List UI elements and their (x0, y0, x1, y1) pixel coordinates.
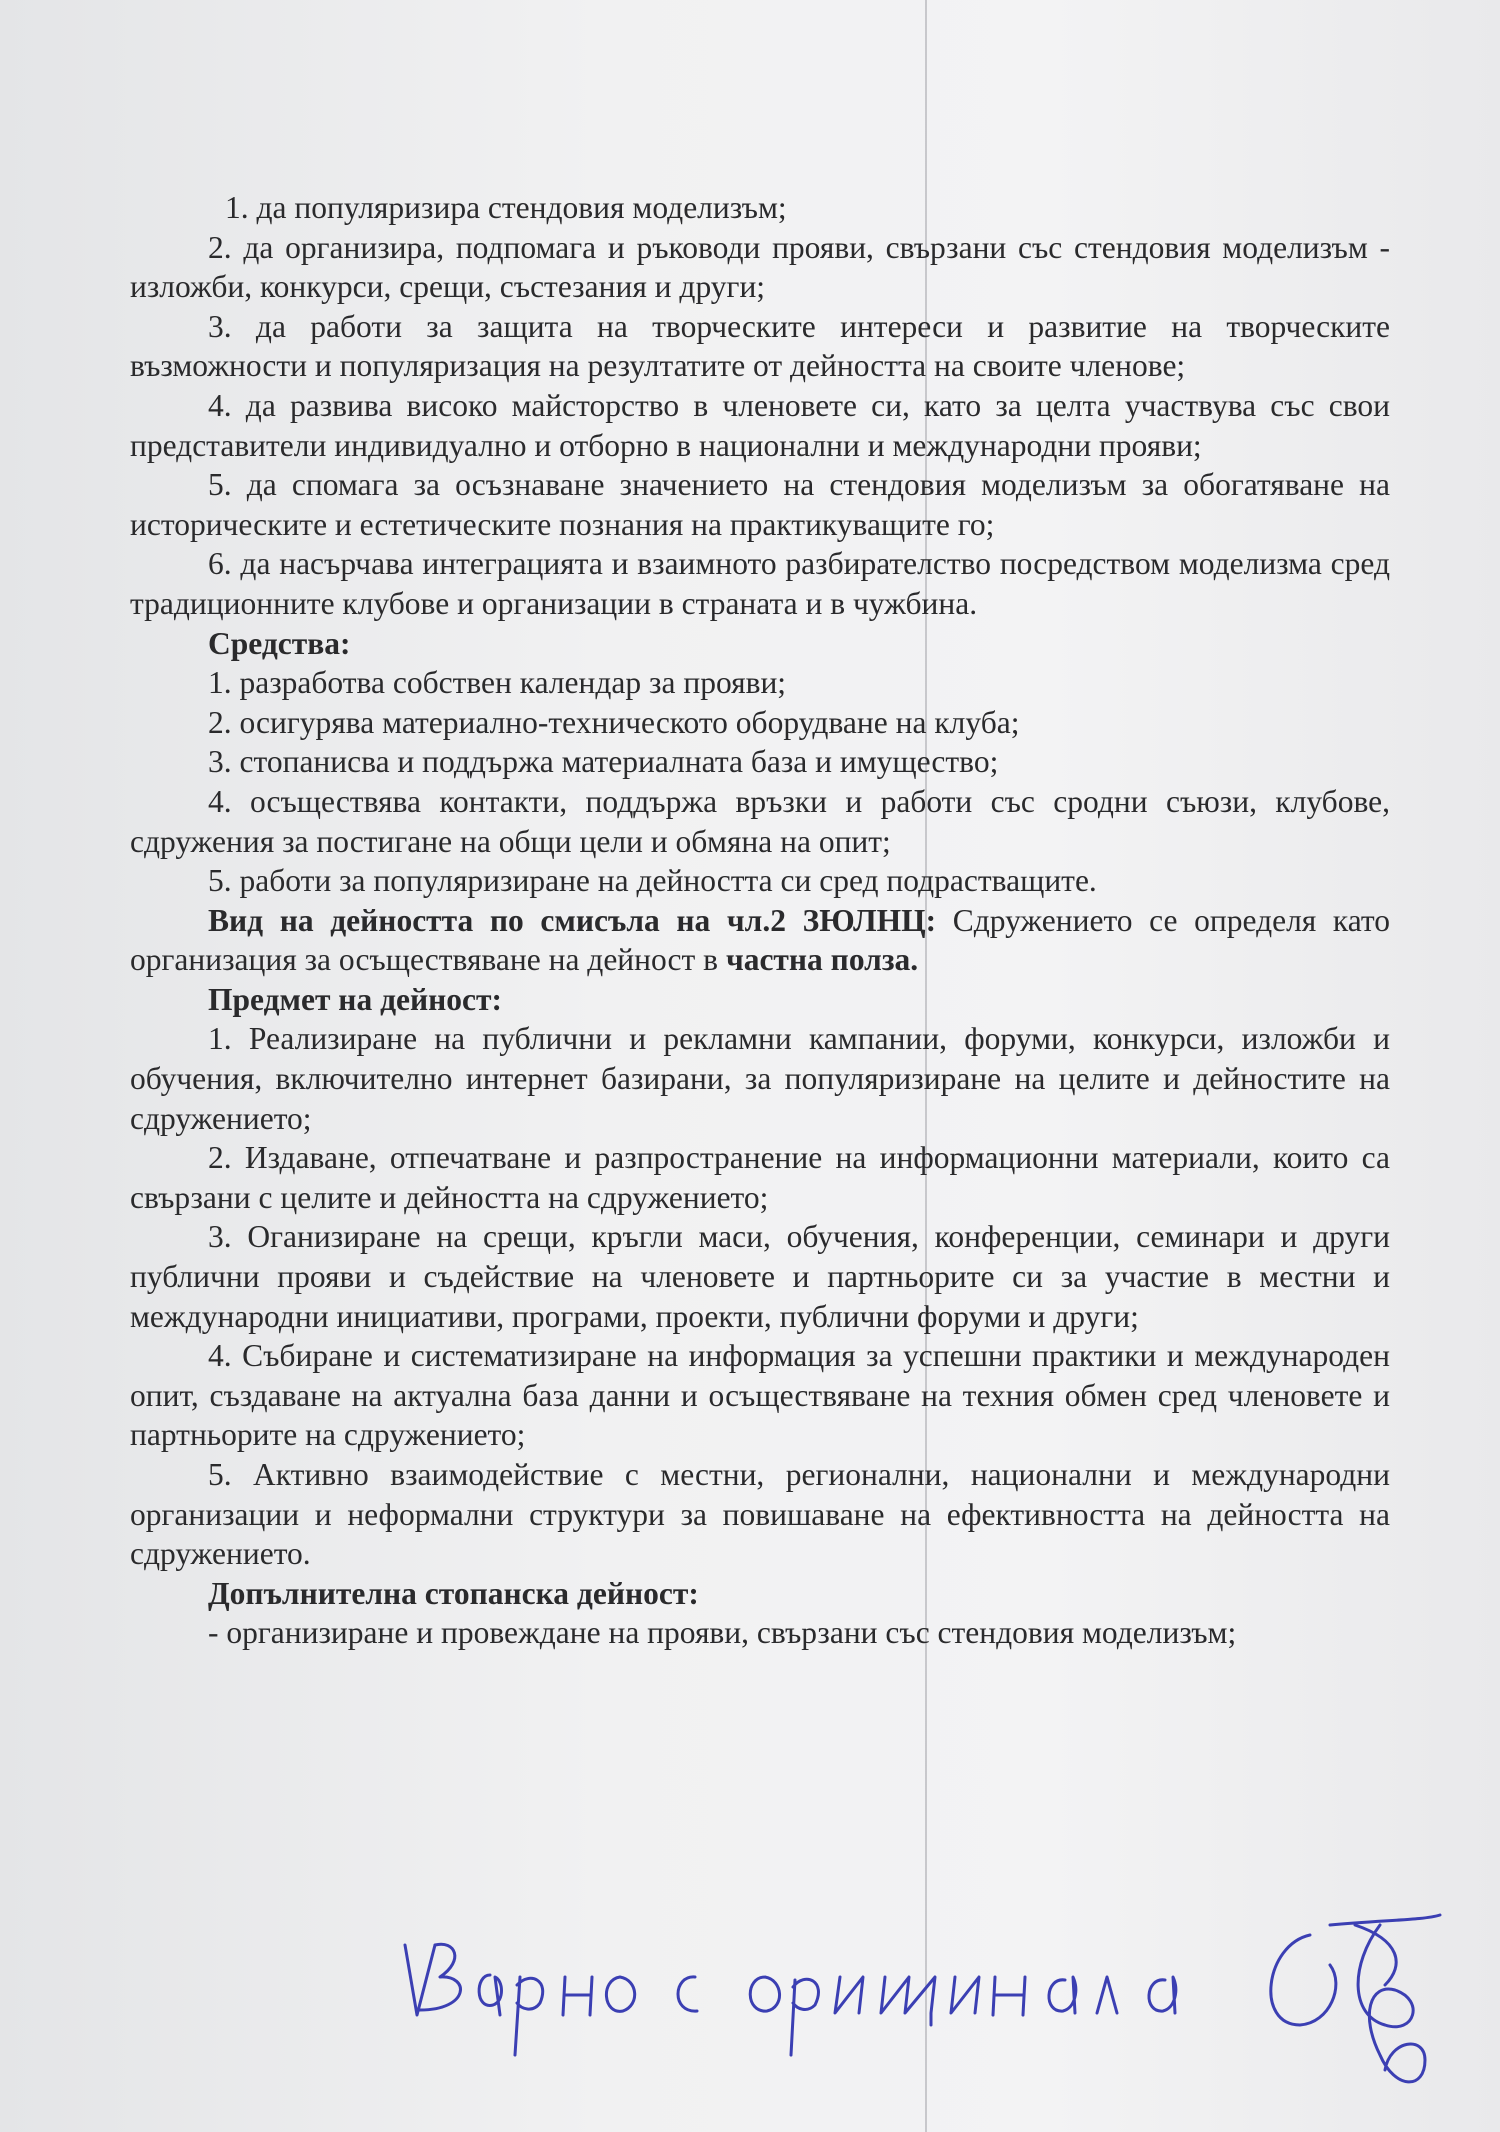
means-item: 1. разработва собствен календар за прояви; (208, 665, 787, 701)
goal-item: 2. да организира, подпомага и ръководи прояви, свързани със стендовия моделизъм - изложби, конкурси, срещи, състезания и други; (130, 229, 1390, 305)
activity-type-heading: Вид на дейността по смисъла на чл.2 ЗЮЛНЦ: (208, 902, 937, 938)
subject-item: 2. Издаване, отпечатване и разпространение на информационни материали, които са свързани с целите и дейността на сдружението; (130, 1140, 1390, 1215)
subject-item: 1. Реализиране на публични и рекламни кампании, форуми, конкурси, изложби и обучения, включително интернет базирани, за популяризиране на целите и дейностите на сдружението; (130, 1021, 1390, 1136)
means-item: 4. осъществява контакти, поддържа връзки и работи със сродни съюзи, клубове, сдружения за постигане на общи цели и обмяна на опит; (130, 783, 1390, 859)
document-body (130, 188, 1390, 1653)
goal-item: 4. да развива високо майсторство в членовете си, като за целта участвува със свои представители индивидуално и отборно в национални и международни прояви; (130, 387, 1390, 463)
means-item: 2. осигурява материално-техническото оборудване на клуба; (208, 704, 1020, 740)
subject-heading: Предмет на дейност: (208, 981, 502, 1017)
means-heading: Средства: (208, 625, 351, 661)
handwritten-note-drawing (395, 1905, 1445, 2125)
activity-type-emphasis: частна полза. (725, 942, 919, 978)
means-item: 5. работи за популяризиране на дейността си сред подрастващите. (208, 863, 1097, 899)
goal-item: 6. да насърчава интеграцията и взаимното разбирателство посредством моделизма сред традиционните клубове и организации в страната и в чужбина. (130, 546, 1390, 621)
activity-type-text: Сдружението се определя като организация за осъществяване на дейност в (130, 902, 1390, 978)
means-item: 3. стопанисва и поддържа материалната база и имущество; (208, 744, 999, 780)
goal-item: 3. да работи за защита на творческите интереси и развитие на творческите възможности и популяризация на резултатите от дейността на своите членове; (130, 308, 1390, 384)
subject-item: 3. Оганизиране на срещи, кръгли маси, обучения, конференции, семинари и други публични прояви и съдействие на членовете и партньорите си за участие в местни и международни инициативи, програми, проекти, публични форуми и други; (130, 1219, 1390, 1334)
handwritten-certification (395, 1905, 1445, 2125)
subject-item: 4. Събиране и систематизиране на информация за успешни практики и международен опит, създаване на актуална база данни и осъществяване на техния обмен сред членовете и партньорите на сдружението; (130, 1338, 1390, 1453)
goal-item: 1. да популяризира стендовия моделизъм; (225, 190, 787, 225)
activity-type-paragraph (130, 901, 1390, 980)
subject-item: 5. Активно взаимодействие с местни, регионални, национални и международни организации и неформални структури за повишаване на ефективността на дейността на сдружението. (130, 1457, 1390, 1572)
additional-heading: Допълнителна стопанска дейност: (208, 1575, 699, 1611)
goal-item: 5. да спомага за осъзнаване значението на стендовия моделизъм за обогатяване на историческите и естетическите познания на практикуващите го; (130, 467, 1390, 542)
additional-item: - организиране и провеждане на прояви, свързани със стендовия моделизъм; (208, 1615, 1237, 1651)
